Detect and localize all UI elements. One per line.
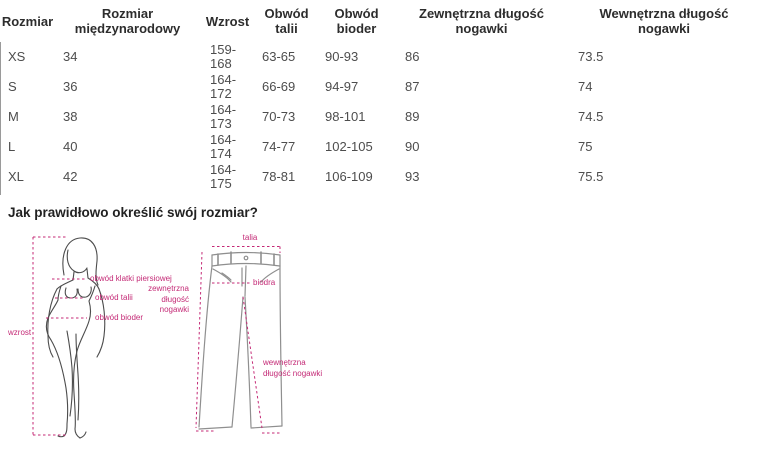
- header-obwod-bioder: Obwód bioder: [334, 6, 379, 36]
- cell-hips: 102-105: [325, 139, 373, 154]
- label-zewnetrzna-dlugosc: zewnętrzna długość nogawki: [148, 284, 189, 314]
- label-wewnetrzna-dlugosc: wewnętrzna długość nogawki: [263, 358, 323, 378]
- cell-inner-leg: 74: [578, 79, 593, 94]
- table-row: [0, 102, 760, 132]
- cell-size: XL: [8, 169, 24, 184]
- cell-waist: 63-65: [262, 49, 296, 64]
- cell-size: S: [8, 79, 17, 94]
- cell-waist: 78-81: [262, 169, 296, 184]
- cell-inner-leg: 73.5: [578, 49, 604, 64]
- header-wzrost: Wzrost: [205, 13, 250, 29]
- header-zewnetrzna-dlugosc: Zewnętrzna długość nogawki: [419, 6, 544, 36]
- header-rozmiar-miedzynarodowy: Rozmiar międzynarodowy: [74, 6, 181, 36]
- cell-outer-leg: 93: [405, 169, 420, 184]
- cell-outer-leg: 87: [405, 79, 420, 94]
- cell-waist: 66-69: [262, 79, 296, 94]
- cell-waist: 74-77: [262, 139, 296, 154]
- cell-outer-leg: 89: [405, 109, 420, 124]
- cell-inner-leg: 75.5: [578, 169, 604, 184]
- cell-intl-size: 40: [63, 139, 78, 154]
- cell-height: 164-175: [210, 162, 237, 191]
- cell-waist: 70-73: [262, 109, 296, 124]
- header-rozmiar: Rozmiar: [1, 13, 54, 29]
- cell-intl-size: 34: [63, 49, 78, 64]
- cell-intl-size: 36: [63, 79, 78, 94]
- cell-outer-leg: 90: [405, 139, 420, 154]
- label-biodra: biodra: [253, 278, 276, 287]
- table-row: [0, 132, 760, 162]
- cell-height: 164-174: [210, 132, 237, 161]
- table-header-row: [0, 4, 760, 42]
- cell-size: M: [8, 109, 19, 124]
- cell-hips: 106-109: [325, 169, 373, 184]
- table-row: [0, 42, 760, 72]
- label-wzrost: wzrost: [8, 328, 32, 337]
- woman-figure: [46, 238, 104, 438]
- cell-inner-leg: 75: [578, 139, 593, 154]
- cell-hips: 90-93: [325, 49, 359, 64]
- label-obwod-talii: obwód talii: [95, 293, 133, 302]
- label-obwod-klatki: obwód klatki piersiowej: [90, 274, 172, 283]
- label-talia: talia: [242, 233, 258, 242]
- cell-outer-leg: 86: [405, 49, 420, 64]
- cell-intl-size: 42: [63, 169, 78, 184]
- cell-intl-size: 38: [63, 109, 78, 124]
- cell-height: 164-173: [210, 102, 237, 131]
- size-table: [0, 4, 760, 192]
- table-left-border: [0, 42, 1, 195]
- header-wewnetrzna-dlugosc: Wewnętrzna długość nogawki: [599, 6, 729, 36]
- cell-size: L: [8, 139, 16, 154]
- section-heading: Jak prawidłowo określić swój rozmiar?: [8, 205, 258, 220]
- cell-size: XS: [8, 49, 26, 64]
- label-obwod-bioder: obwód bioder: [95, 313, 144, 322]
- cell-hips: 98-101: [325, 109, 366, 124]
- cell-inner-leg: 74.5: [578, 109, 604, 124]
- table-row: [0, 72, 760, 102]
- diagram-drawing: [0, 228, 760, 449]
- cell-height: 159-168: [210, 42, 237, 71]
- cell-hips: 94-97: [325, 79, 359, 94]
- table-row: [0, 162, 760, 192]
- cell-height: 164-172: [210, 72, 237, 101]
- header-obwod-talii: Obwód talii: [264, 6, 309, 36]
- pants-measure-lines: [196, 247, 280, 434]
- measurement-diagram: [0, 228, 760, 449]
